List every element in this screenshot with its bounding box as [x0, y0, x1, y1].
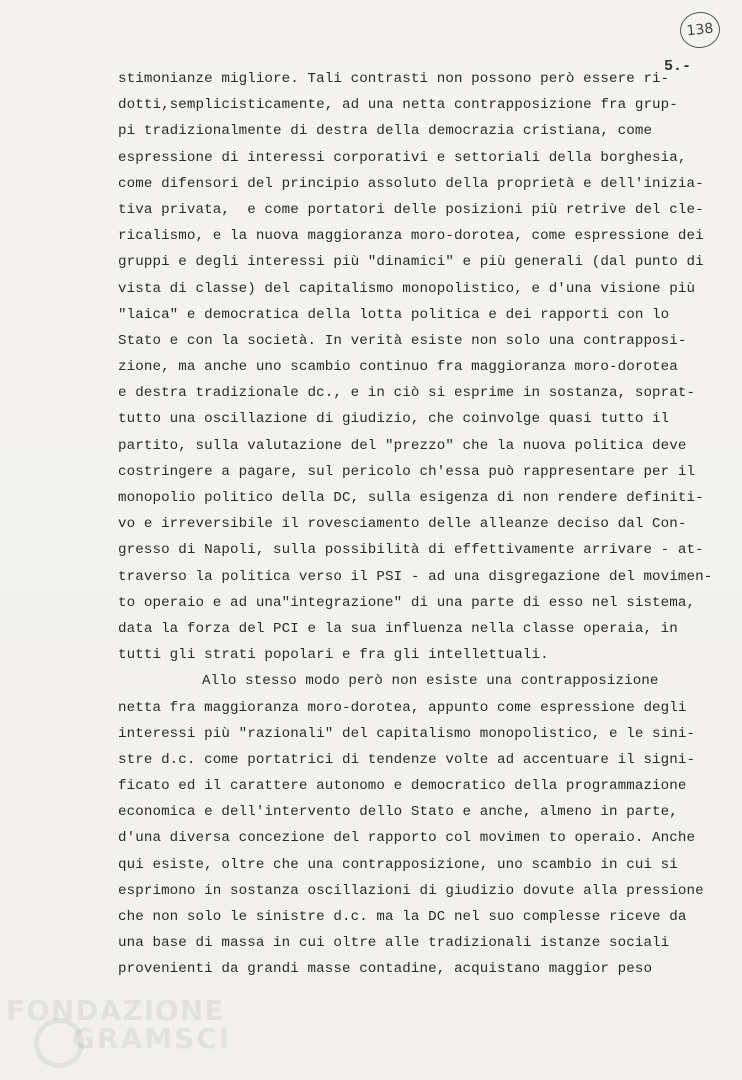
text-line: provenienti da grandi masse contadine, acquistano maggior peso — [118, 961, 653, 978]
text-line: to operaio e ad una"integrazione" di una parte di esso nel sistema, — [118, 594, 696, 611]
text-line: costringere a pagare, sul pericolo ch'essa può rappresentare per il — [118, 463, 696, 480]
text-line: stre d.c. come portatrici di tendenze volte ad accentuare il signi- — [118, 751, 696, 768]
text-line: stimonianze migliore. Tali contrasti non possono però essere ri- — [118, 71, 670, 87]
text-line: una base di massa in cui oltre alle tradizionali istanze sociali — [118, 935, 670, 952]
text-line: ficato ed il carattere autonomo e democratico della programmazione — [118, 778, 687, 795]
text-line: e destra tradizionale dc., e in ciò si esprime in sostanza, soprat- — [118, 385, 696, 402]
text-line: partito, sulla valutazione del "prezzo" che la nuova politica deve — [118, 437, 687, 454]
archive-stamp — [678, 10, 722, 50]
text-line: pi tradizionalmente di destra della democrazia cristiana, come — [118, 123, 653, 140]
text-line: data la forza del PCI e la sua influenza nella classe operaia, in — [118, 620, 678, 637]
text-line: gruppi e degli interessi più "dinamici" e più generali (dal punto di — [118, 254, 704, 271]
text-line: gresso di Napoli, sulla possibilità di effettivamente arrivare - at- — [118, 542, 704, 559]
stamp-number: 138 — [685, 20, 715, 40]
text-line: vista di classe) del capitalismo monopolistico, e d'una visione più — [118, 280, 696, 297]
text-line: esprimono in sostanza oscillazioni di giudizio dovute alla pressione — [118, 882, 704, 899]
text-line: tutti gli strati popolari e fra gli intellettuali. — [118, 647, 549, 664]
text-line: zione, ma anche uno scambio continuo fra maggioranza moro-dorotea — [118, 359, 678, 376]
text-line: "laica" e democratica della lotta politica e dei rapporti con lo — [118, 306, 670, 323]
text-line: qui esiste, oltre che una contrapposizione, uno scambio in cui si — [118, 856, 678, 873]
paragraph-1 — [118, 66, 730, 668]
watermark — [0, 994, 232, 1076]
text-line: netta fra maggioranza moro-dorotea, appunto come espressione degli — [118, 699, 687, 716]
text-line: Allo stesso modo però non esiste una contrapposizione — [202, 673, 659, 690]
text-line: come difensori del principio assoluto della proprietà e dell'inizia- — [118, 175, 704, 192]
text-line: vo e irreversibile il rovesciamento delle alleanze deciso dal Con- — [118, 516, 687, 533]
watermark-line-2: GRAMSCI — [72, 1022, 232, 1055]
paragraph-2 — [118, 668, 730, 982]
text-line: interessi più "razionali" del capitalismo monopolistico, e le sini- — [118, 725, 696, 742]
text-line: traverso la politica verso il PSI - ad una disgregazione del movimen- — [118, 568, 713, 585]
text-line: espressione di interessi corporativi e settoriali della borghesia, — [118, 149, 687, 166]
body-text — [118, 66, 730, 983]
text-line: d'una diversa concezione del rapporto col movimen to operaio. Anche — [118, 830, 696, 847]
text-line: che non solo le sinistre d.c. ma la DC nel suo complesse riceve da — [118, 909, 687, 925]
watermark-line-1: FONDAZIONE — [6, 994, 225, 1027]
text-line: tiva privata, e come portatori delle posizioni più retrive del cle- — [118, 201, 704, 218]
text-line: ricalismo, e la nuova maggioranza moro-dorotea, come espressione dei — [118, 228, 704, 245]
page-number: 5.- — [664, 58, 692, 75]
text-line: monopolio politico della DC, sulla esigenza di non rendere definiti- — [118, 490, 704, 506]
text-line: Stato e con la società. In verità esiste non solo una contrapposi- — [118, 332, 687, 349]
text-line: dotti,semplicisticamente, ad una netta contrapposizione fra grup- — [118, 97, 678, 114]
text-line: tutto una oscillazione di giudizio, che coinvolge quasi tutto il — [118, 411, 670, 428]
text-line: economica e dell'intervento dello Stato e anche, almeno in parte, — [118, 804, 678, 821]
